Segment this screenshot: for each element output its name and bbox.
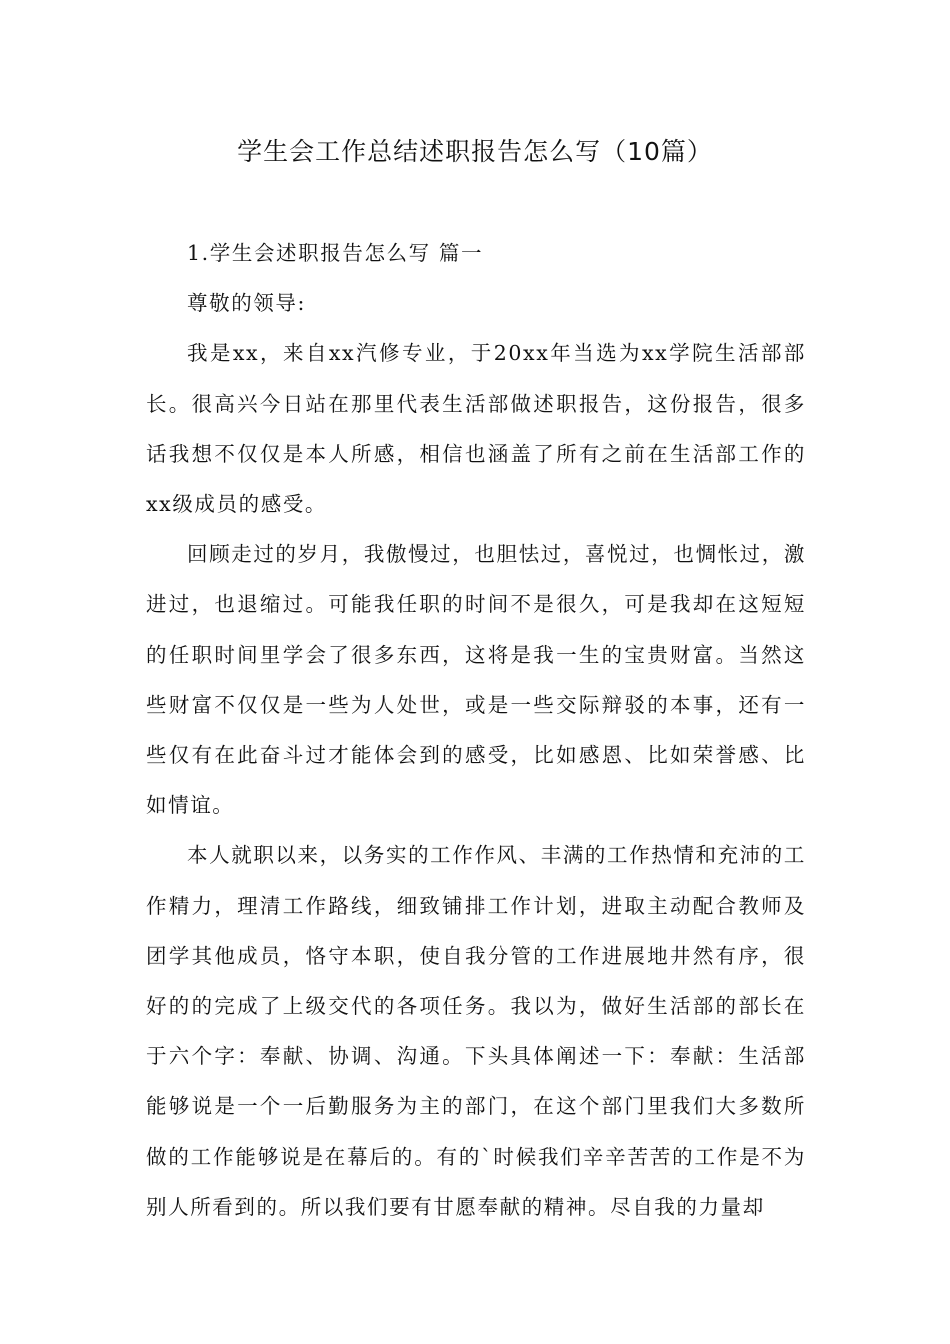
salutation: 尊敬的领导: — [187, 291, 307, 316]
paragraph-3: 本人就职以来，以务实的工作作风、丰满的工作热情和充沛的工作精力，理清工作路线，细致铺排工作计划，进取主动配合教师及团学其他成员，恪守本职，使自我分管的工作进展地井然有序，很好的的完成了上级交代的各项任务。我以为，做好生活部的部长在于六个字：奉献、协调、沟通。下头具体阐述一下：奉献：生活部能够说是一个一后勤服务为主的部门，在这个部门里我们大多数所做的工作能够说是在幕后的。有的`时候我们辛辛苦苦的工作是不为别人所看到的。所以我们要有甘愿奉献的精神。尽自我的力量却 — [146, 843, 806, 1219]
document-body — [146, 228, 806, 1232]
section-heading: 1.学生会述职报告怎么写 篇一 — [187, 241, 484, 265]
paragraph-2: 回顾走过的岁月，我傲慢过，也胆怯过，喜悦过，也惆怅过，激进过，也退缩过。可能我任职的时间不是很久，可是我却在这短短的任职时间里学会了很多东西，这将是我一生的宝贵财富。当然这些财富不仅仅是一些为人处世，或是一些交际辩驳的本事，还有一些仅有在此奋斗过才能体会到的感受，比如感恩、比如荣誉感、比如情谊。 — [146, 542, 806, 818]
document-title: 学生会工作总结述职报告怎么写（10篇） — [237, 137, 713, 166]
paragraph-1: 我是xx，来自xx汽修专业，于20xx年当选为xx学院生活部部长。很高兴今日站在那里代表生活部做述职报告，这份报告，很多话我想不仅仅是本人所感，相信也涵盖了所有之前在生活部工作的xx级成员的感受。 — [146, 341, 806, 517]
